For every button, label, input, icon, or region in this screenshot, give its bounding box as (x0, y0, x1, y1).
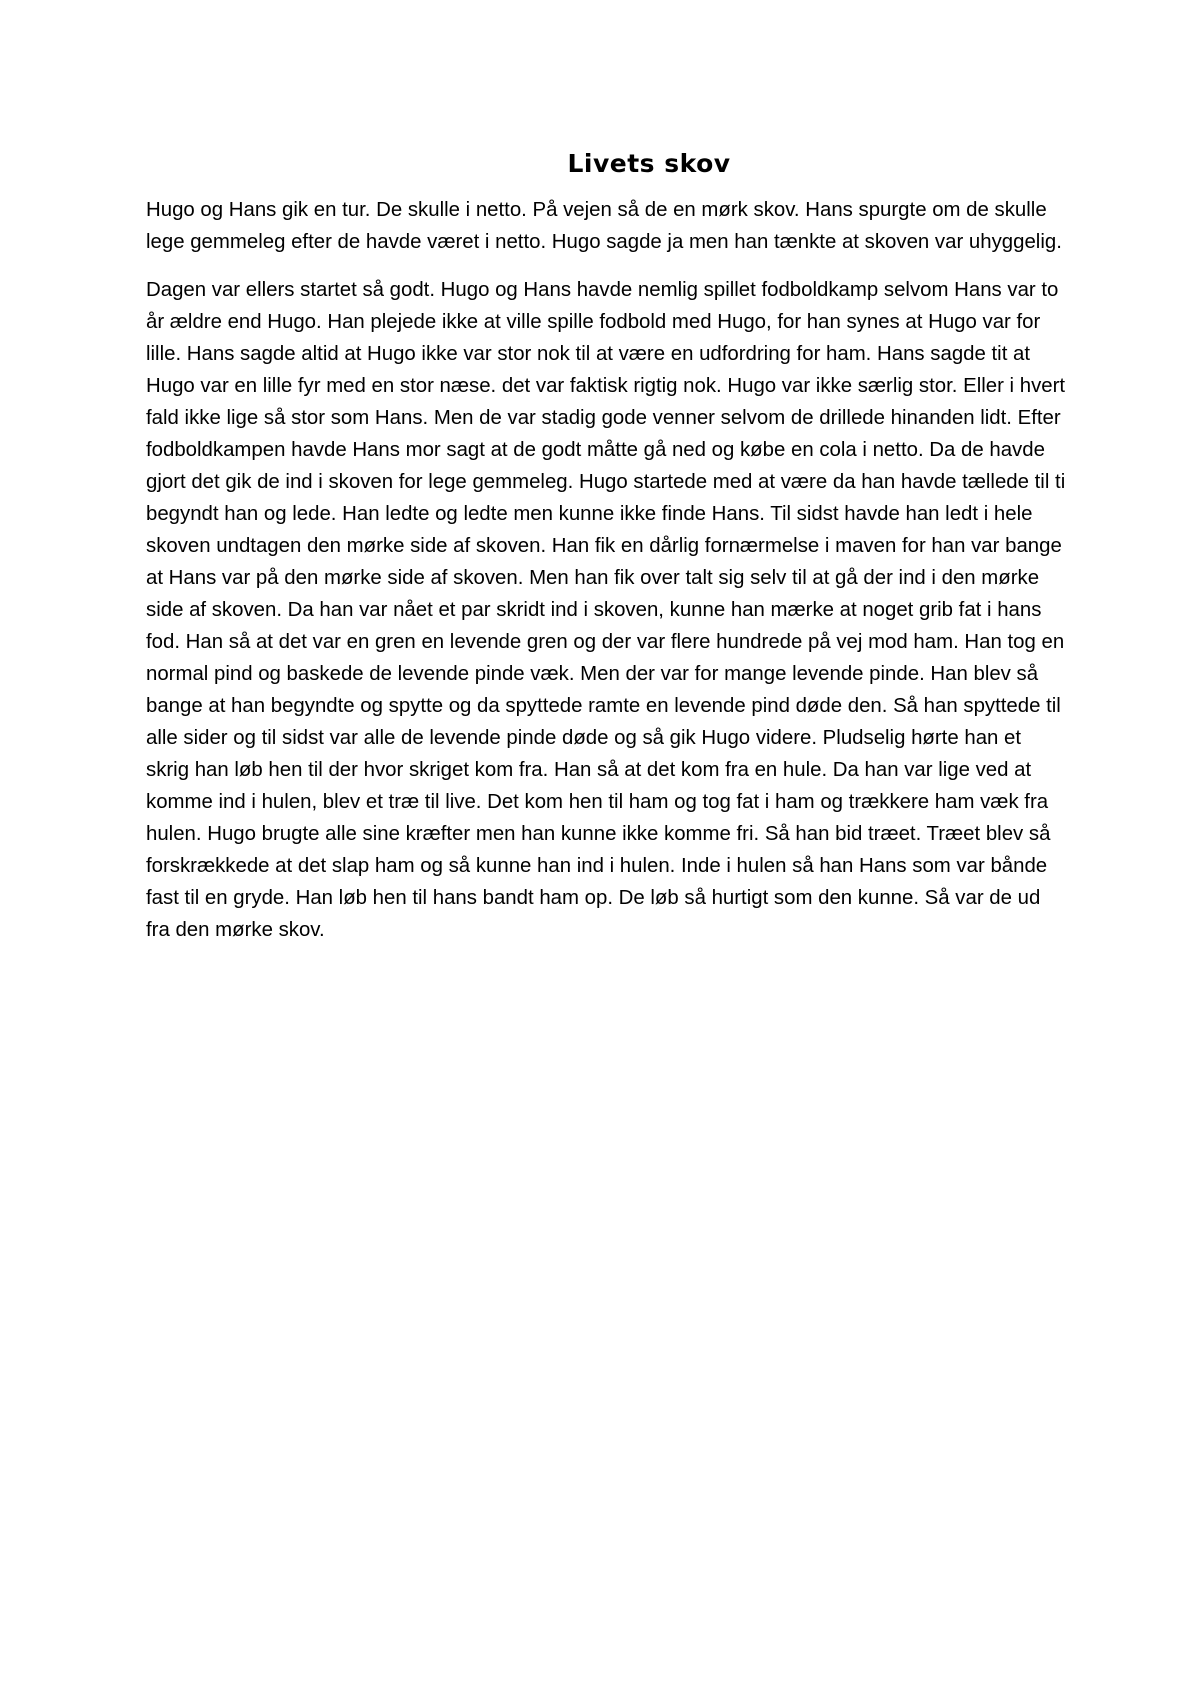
document-title: Livets skov (567, 149, 731, 178)
paragraph-story: Dagen var ellers startet så godt. Hugo og Hans havde nemlig spillet fodboldkamp selvom Hans var to år ældre end Hugo. Han plejede ikke at ville spille fodbold med Hugo, for han synes at Hugo var for lille. Hans sagde altid at Hugo ikke var stor nok til at være en udfordring for ham. Hans sagde tit at Hugo var en lille fyr med en stor næse. det var faktisk rigtig nok. Hugo var ikke særlig stor. Eller i hvert fald ikke lige så stor som Hans. Men de var stadig gode venner selvom de drillede hinanden lidt. Efter fodboldkampen havde Hans mor sagt at de godt måtte gå ned og købe en cola i netto. Da de havde gjort det gik de ind i skoven for lege gemmeleg. Hugo startede med at være da han havde tællede til ti begyndt han og lede. Han ledte og ledte men kunne ikke finde Hans. Til sidst havde han ledt i hele skoven undtagen den mørke side af skoven. Han fik en dårlig fornærmelse i maven for han var bange at Hans var på den mørke side af skoven. Men han fik over talt sig selv til at gå der ind i den mørke side af skoven. Da han var nået et par skridt ind i skoven, kunne han mærke at noget grib fat i hans fod. Han så at det var en gren en levende gren og der var flere hundrede på vej mod ham. Han tog en normal pind og baskede de levende pinde væk. Men der var for mange levende pinde. Han blev så bange at han begyndte og spytte og da spyttede ramte en levende pind døde den. Så han spyttede til alle sider og til sidst var alle de levende pinde døde og så gik Hugo videre. Pludselig hørte han et skrig han løb hen til der hvor skriget kom fra. Han så at det kom fra en hule. Da han var lige ved at komme ind i hulen, blev et træ til live. Det kom hen til ham og tog fat i ham og trækkere ham væk fra hulen. Hugo brugte alle sine kræfter men han kunne ikke komme fri. Så han bid træet. Træet blev så forskrækkede at det slap ham og så kunne han ind i hulen. Inde i hulen så han Hans som var bånde fast til en gryde. Han løb hen til hans bandt ham op. De løb så hurtigt som den kunne. Så var de ud fra den mørke skov. (146, 279, 1066, 941)
paragraph-intro: Hugo og Hans gik en tur. De skulle i netto. På vejen så de en mørk skov. Hans spurgte om de skulle lege gemmeleg efter de havde været i netto. Hugo sagde ja men han tænkte at skoven var uhyggelig. (146, 199, 1062, 253)
document-body (146, 148, 1068, 962)
